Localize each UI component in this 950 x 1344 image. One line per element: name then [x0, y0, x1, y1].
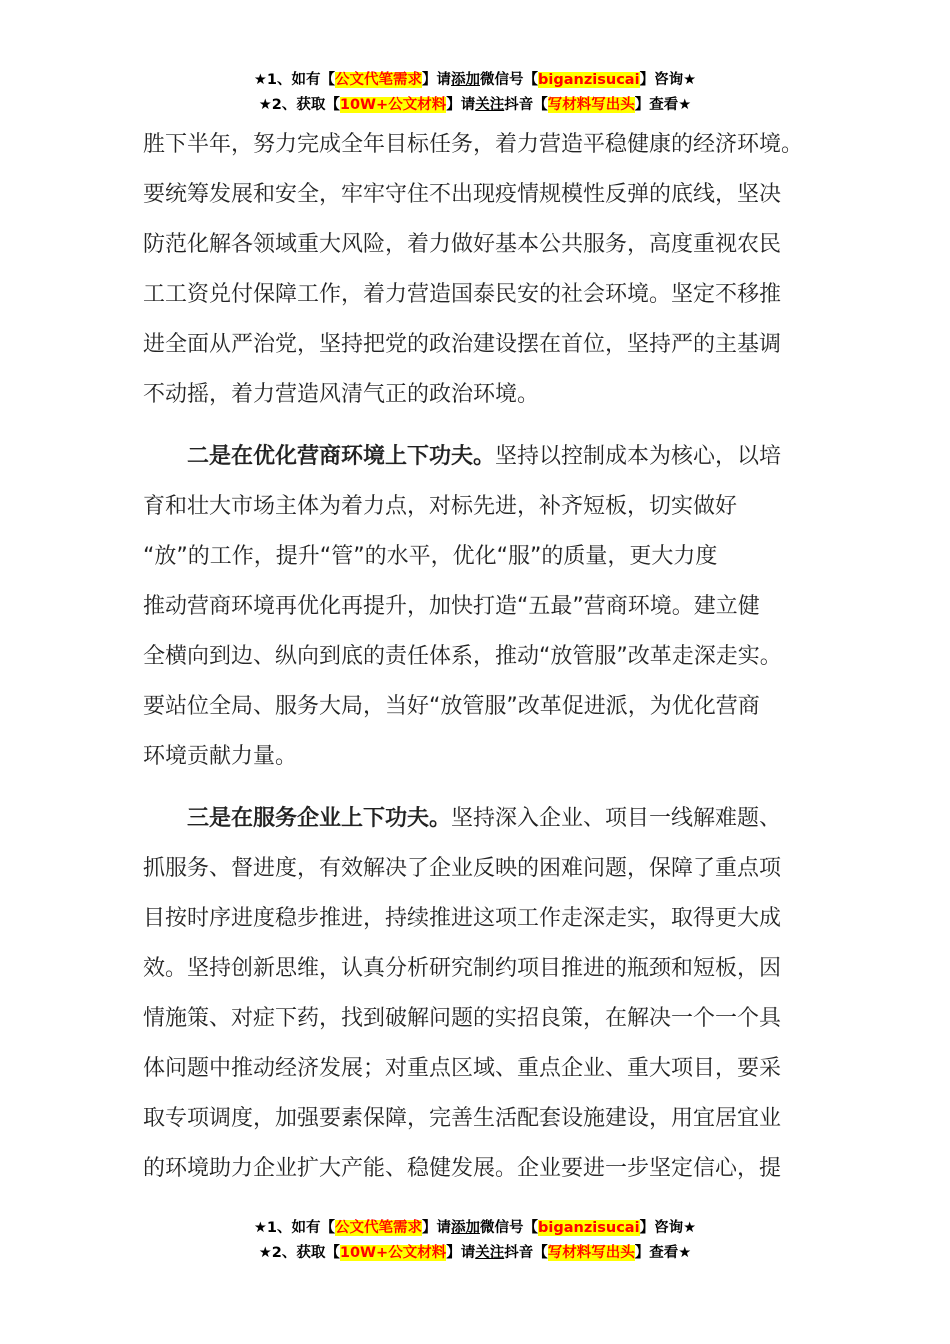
text-line: 目按时序进度稳步推进，持续推进这项工作走深走实，取得更大成 [143, 906, 782, 931]
banner-text: ★2、获取【 [258, 97, 340, 113]
footer-banner [0, 1216, 950, 1266]
banner-text: 】查看★ [634, 1245, 692, 1261]
banner-highlight-service: 公文代笔需求 [335, 1220, 423, 1236]
text-line: 胜下半年，努力完成全年目标任务，着力营造平稳健康的经济环境。 [143, 132, 804, 157]
banner-highlight-materials: 10W+公文材料 [339, 97, 447, 113]
text-line: 体问题中推动经济发展；对重点区域、重点企业、重大项目，要采 [143, 1056, 782, 1081]
text-line: 取专项调度，加强要素保障，完善生活配套设施建设，用宜居宜业 [143, 1106, 782, 1131]
banner-highlight-douyin: 写材料写出头 [547, 1245, 635, 1261]
banner-text: 】请 [422, 1220, 452, 1236]
banner-text: 微信号【 [480, 1220, 539, 1236]
text-line [143, 794, 807, 844]
text-run: 坚持以控制成本为核心，以培 [495, 444, 782, 469]
banner-text: ★2、获取【 [258, 1245, 340, 1261]
banner-underlined-text: 添加 [451, 72, 481, 88]
banner-line-1 [0, 1216, 950, 1241]
text-line: 不动摇，着力营造风清气正的政治环境。 [143, 382, 540, 407]
document-body [143, 120, 807, 1194]
banner-line-2 [0, 93, 950, 118]
paragraph-lead: 二是在优化营商环境上下功夫。 [187, 444, 496, 469]
text-line: 防范化解各领域重大风险，着力做好基本公共服务，高度重视农民 [143, 232, 782, 257]
banner-highlight-douyin: 写材料写出头 [547, 97, 635, 113]
text-run: 坚持深入企业、项目一线解难题、 [451, 806, 782, 831]
paragraph-business-environment [143, 432, 807, 782]
banner-text: 】咨询★ [639, 1220, 697, 1236]
banner-line-2 [0, 1241, 950, 1266]
banner-text: 】咨询★ [639, 72, 697, 88]
text-line: 效。坚持创新思维，认真分析研究制约项目推进的瓶颈和短板，因 [143, 956, 782, 981]
text-line: 要统筹发展和安全，牢牢守住不出现疫情规模性反弹的底线，坚决 [143, 182, 782, 207]
banner-highlight-service: 公文代笔需求 [335, 72, 423, 88]
banner-highlight-wechat-id: biganzisucai [538, 72, 640, 88]
text-line: 情施策、对症下药，找到破解问题的实招良策，在解决一个一个具 [143, 1006, 782, 1031]
banner-text: 】请 [446, 1245, 476, 1261]
text-line: 抓服务、督进度，有效解决了企业反映的困难问题，保障了重点项 [143, 856, 782, 881]
banner-text: 】查看★ [634, 97, 692, 113]
banner-text: 】请 [422, 72, 452, 88]
banner-line-1 [0, 68, 950, 93]
header-banner [0, 68, 950, 118]
banner-text: 微信号【 [480, 72, 539, 88]
text-line: 进全面从严治党，坚持把党的政治建设摆在首位，坚持严的主基调 [143, 332, 782, 357]
banner-text: ★1、如有【 [253, 1220, 336, 1236]
banner-underlined-text: 添加 [451, 1220, 481, 1236]
text-line: 全横向到边、纵向到底的责任体系，推动“放管服”改革走深走实。 [143, 644, 782, 669]
text-line [143, 432, 807, 482]
paragraph-lead: 三是在服务企业上下功夫。 [187, 806, 452, 831]
text-line: 要站位全局、服务大局，当好“放管服”改革促进派，为优化营商 [143, 694, 760, 719]
banner-text: ★1、如有【 [253, 72, 336, 88]
text-line: 推动营商环境再优化再提升，加快打造“五最”营商环境。建立健 [143, 594, 760, 619]
banner-text: 抖音【 [504, 97, 548, 113]
text-line: 的环境助力企业扩大产能、稳健发展。企业要进一步坚定信心，提 [143, 1156, 782, 1181]
banner-underlined-text: 关注 [475, 1245, 505, 1261]
banner-text: 】请 [446, 97, 476, 113]
paragraph-serving-enterprises [143, 794, 807, 1194]
text-line: 工工资兑付保障工作，着力营造国泰民安的社会环境。坚定不移推 [143, 282, 782, 307]
banner-highlight-materials: 10W+公文材料 [339, 1245, 447, 1261]
text-line: 育和壮大市场主体为着力点，对标先进，补齐短板，切实做好 [143, 494, 738, 519]
banner-highlight-wechat-id: biganzisucai [538, 1220, 640, 1236]
text-line: “放”的工作，提升“管”的水平，优化“服”的质量，更大力度 [143, 544, 718, 569]
banner-underlined-text: 关注 [475, 97, 505, 113]
banner-text: 抖音【 [504, 1245, 548, 1261]
text-line: 环境贡献力量。 [143, 744, 298, 769]
paragraph-continuation [143, 120, 807, 420]
